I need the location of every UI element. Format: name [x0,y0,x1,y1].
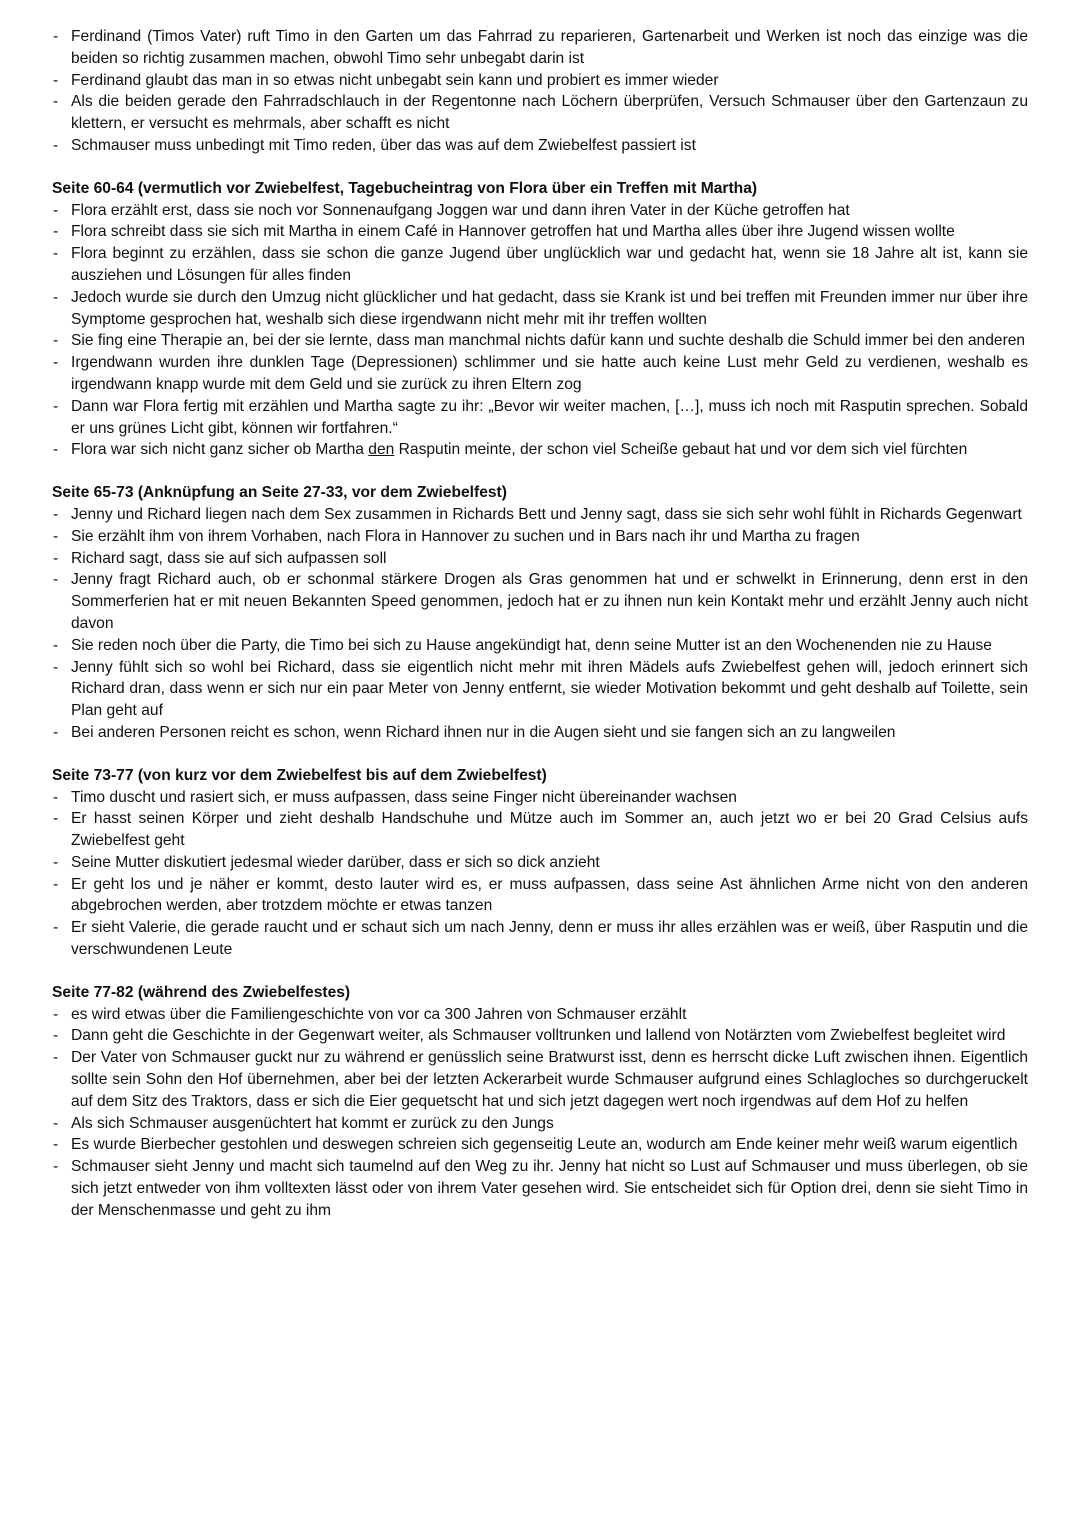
underlined-word: den [368,441,395,459]
list-item: - Ferdinand (Timos Vater) ruft Timo in den Garten um das Fahrrad zu reparieren, Gartenarbeit und Werken ist noch das einzige was die beiden so richtig zusammen machen, obwohl Timo sehr unbegabt darin ist [52,26,1028,70]
list-item: - Es wurde Bierbecher gestohlen und deswegen schreien sich gegenseitig Leute an, wodurch am Ende keiner mehr weiß warum eigentlich [52,1134,1028,1156]
list-item: - Er geht los und je näher er kommt, desto lauter wird es, er muss aufpassen, dass seine Ast ähnlichen Arme nicht von den anderen abgebrochen werden, aber trotzdem möchte er etwas tanzen [52,874,1028,918]
section-heading: Seite 77-82 (während des Zwiebelfestes) [52,983,351,1001]
list-item: - Ferdinand glaubt das man in so etwas nicht unbegabt sein kann und probiert es immer wieder [52,70,1028,92]
list-item: - Flora beginnt zu erzählen, dass sie schon die ganze Jugend über unglücklich war und gedacht hat, wenn sie 18 Jahre alt ist, kann sie ausziehen und Lösungen für alles finden [52,243,1028,287]
list-item: - Der Vater von Schmauser guckt nur zu während er genüsslich seine Bratwurst isst, denn es herrscht dicke Luft zwischen ihnen. Eigentlich sollte sein Sohn den Hof übernehmen, aber bei der letzten Ackerarbeit wurde Schmauser aufgrund eines Schlagloches so durchgeruckelt auf dem Sitz des Traktors, dass er sich die Eier gequetscht hat und sich jetzt dagegen wert noch irgendwas auf dem Hof zu helfen [52,1047,1028,1112]
list-item: - Jedoch wurde sie durch den Umzug nicht glücklicher und hat gedacht, dass sie Krank ist und bei treffen mit Freunden immer nur über ihre Symptome gesprochen hat, weshalb sich diese irgendwann nicht mehr mit ihr treffen wollten [52,287,1028,331]
section-seite-77-82 [52,982,1028,1222]
list-item: - Bei anderen Personen reicht es schon, wenn Richard ihnen nur in die Augen sieht und sie fangen sich an zu langweilen [52,722,1028,744]
list-item: - Seine Mutter diskutiert jedesmal wieder darüber, dass er sich so dick anzieht [52,852,1028,874]
section-seite-65-73 [52,482,1028,744]
list-item: - Timo duscht und rasiert sich, er muss aufpassen, dass seine Finger nicht übereinander wachsen [52,787,1028,809]
list-item: - Schmauser sieht Jenny und macht sich taumelnd auf den Weg zu ihr. Jenny hat nicht so Lust auf Schmauser und muss überlegen, ob sie sich jetzt entweder von ihm volltexten lässt oder von ihrem Vater gesehen wird. Sie entscheidet sich für Option drei, denn sie sieht Timo in der Menschenmasse und geht zu ihm [52,1156,1028,1221]
list-item: - Jenny und Richard liegen nach dem Sex zusammen in Richards Bett und Jenny sagt, dass sie sich sehr wohl fühlt in Richards Gegenwart [52,504,1028,526]
intro-bullet-list [52,26,1028,157]
list-item: - Dann war Flora fertig mit erzählen und Martha sagte zu ihr: „Bevor wir weiter machen, […], muss ich noch mit Rasputin sprechen. Sobald er uns grünes Licht gibt, können wir fortfahren.“ [52,396,1028,440]
list-item: - Er sieht Valerie, die gerade raucht und er schaut sich um nach Jenny, denn er muss ihr alles erzählen was er weiß, über Rasputin und die verschwundenen Leute [52,917,1028,961]
section-seite-73-77 [52,765,1028,961]
list-item [52,439,1028,461]
list-item: - Richard sagt, dass sie auf sich aufpassen soll [52,548,1028,570]
bullet-list [52,504,1028,744]
list-item: - Irgendwann wurden ihre dunklen Tage (Depressionen) schlimmer und sie hatte auch keine Lust mehr Geld zu verdienen, weshalb es irgendwann knapp wurde mit dem Geld und sie zurück zu ihren Eltern zog [52,352,1028,396]
bullet-list [52,200,1028,462]
list-item: - Flora erzählt erst, dass sie noch vor Sonnenaufgang Joggen war und dann ihren Vater in der Küche getroffen hat [52,200,1028,222]
section-heading: Seite 65-73 (Anknüpfung an Seite 27-33, vor dem Zwiebelfest) [52,484,507,502]
intro-section [52,26,1028,157]
text-segment: Flora war sich nicht ganz sicher ob Martha [71,441,369,459]
list-item: - Sie reden noch über die Party, die Timo bei sich zu Hause angekündigt hat, denn seine Mutter ist an den Wochenenden nie zu Hause [52,635,1028,657]
list-item: - Er hasst seinen Körper und zieht deshalb Handschuhe und Mütze auch im Sommer an, auch jetzt wo er bei 20 Grad Celsius aufs Zwiebelfest geht [52,808,1028,852]
list-item: - Jenny fühlt sich so wohl bei Richard, dass sie eigentlich nicht mehr mit ihren Mädels aufs Zwiebelfest gehen will, jedoch erinnert sich Richard dran, dass wenn er sich nur ein paar Meter von Jenny entfernt, sie wieder Motivation bekommt und geht deshalb auf Toilette, sein Plan geht auf [52,657,1028,722]
section-heading: Seite 60-64 (vermutlich vor Zwiebelfest, Tagebucheintrag von Flora über ein Treffen mit Martha) [52,179,758,197]
list-item: - Als die beiden gerade den Fahrradschlauch in der Regentonne nach Löchern überprüfen, Versuch Schmauser über den Gartenzaun zu klettern, er versucht es mehrmals, aber schafft es nicht [52,91,1028,135]
list-item: - Sie erzählt ihm von ihrem Vorhaben, nach Flora in Hannover zu suchen und in Bars nach ihr und Martha zu fragen [52,526,1028,548]
list-item: - Flora schreibt dass sie sich mit Martha in einem Café in Hannover getroffen hat und Martha alles über ihre Jugend wissen wollte [52,221,1028,243]
bullet-list [52,787,1028,961]
list-item: - Sie fing eine Therapie an, bei der sie lernte, dass man manchmal nichts dafür kann und suchte deshalb die Schuld immer bei den anderen [52,330,1028,352]
list-item: - Jenny fragt Richard auch, ob er schonmal stärkere Drogen als Gras genommen hat und er schwelkt in Erinnerung, denn erst in den Sommerferien hat er mit neuen Bekannten Speed genommen, jedoch hat er zu ihnen nun kein Kontakt mehr und erzählt Jenny auch nicht davon [52,569,1028,634]
bullet-list [52,1004,1028,1222]
list-item: - Schmauser muss unbedingt mit Timo reden, über das was auf dem Zwiebelfest passiert ist [52,135,1028,157]
section-heading: Seite 73-77 (von kurz vor dem Zwiebelfest bis auf dem Zwiebelfest) [52,766,547,784]
section-seite-60-64 [52,178,1028,461]
list-item: - es wird etwas über die Familiengeschichte von vor ca 300 Jahren von Schmauser erzählt [52,1004,1028,1026]
list-item: - Als sich Schmauser ausgenüchtert hat kommt er zurück zu den Jungs [52,1113,1028,1135]
list-item: - Dann geht die Geschichte in der Gegenwart weiter, als Schmauser volltrunken und lallend von Notärzten vom Zwiebelfest begleitet wird [52,1025,1028,1047]
text-segment: Rasputin meinte, der schon viel Scheiße gebaut hat und vor dem sich viel fürchten [394,441,968,459]
